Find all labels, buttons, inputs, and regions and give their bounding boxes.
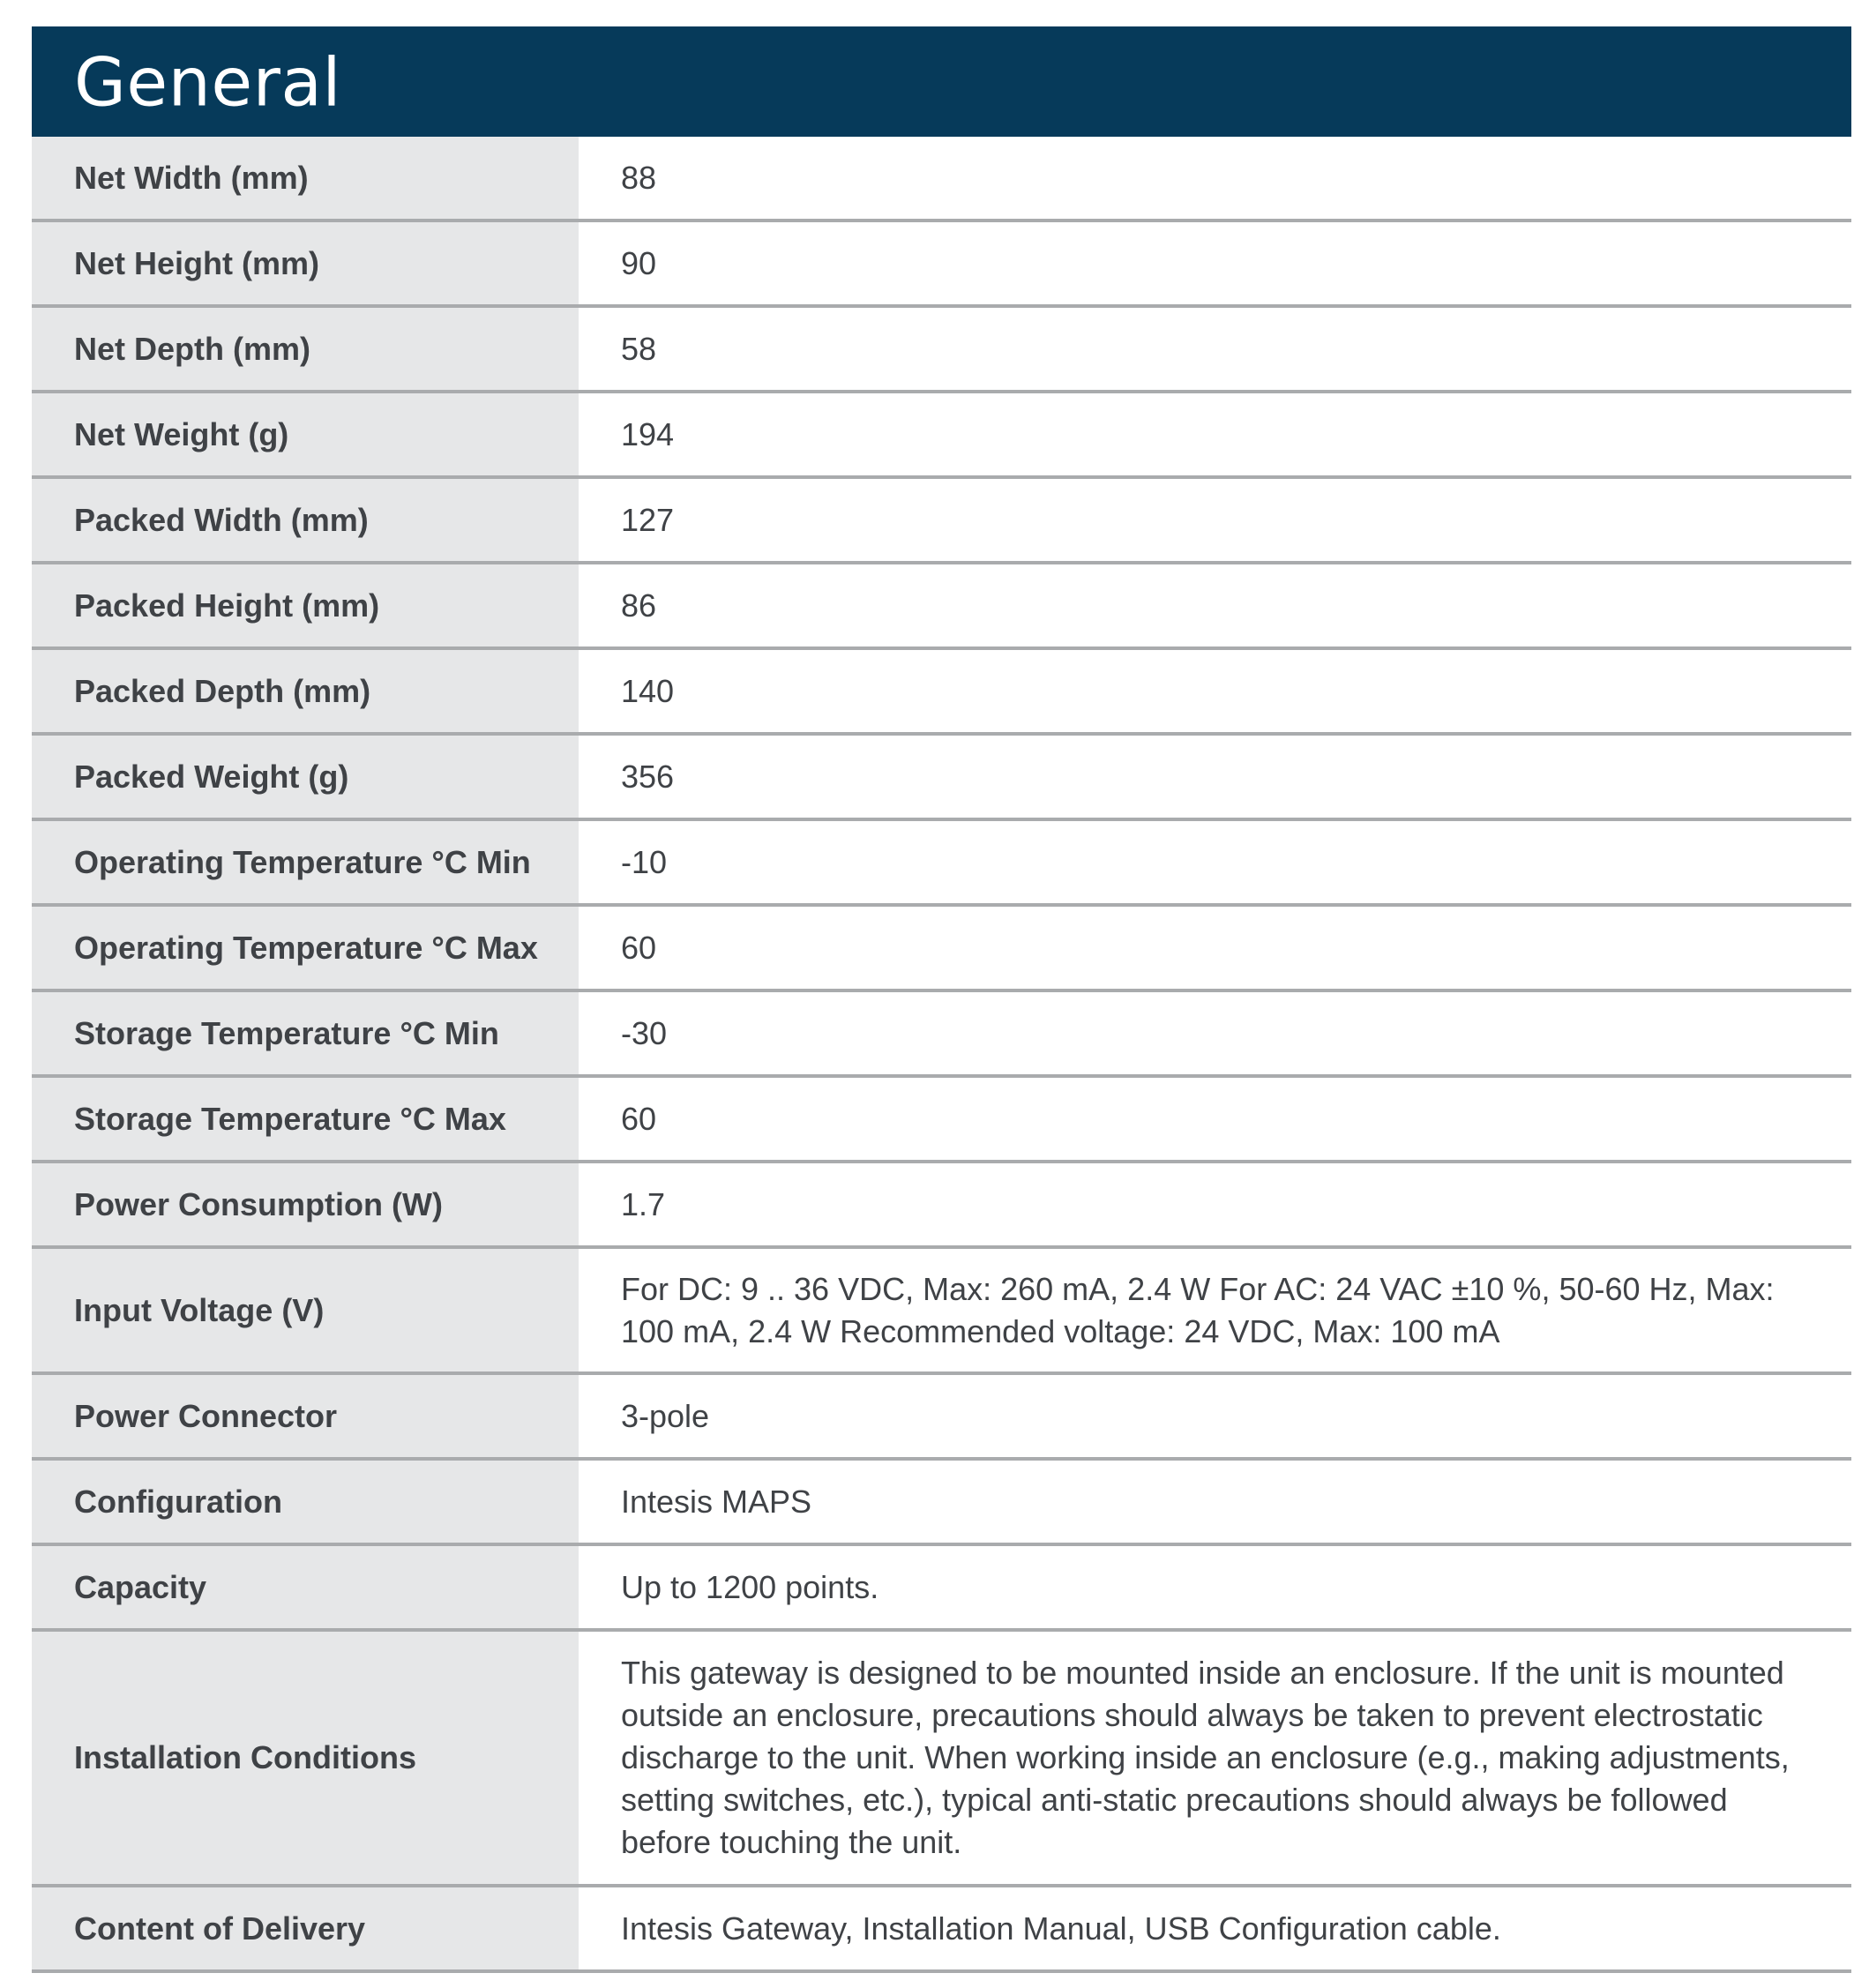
- spec-label: Configuration: [32, 1461, 579, 1543]
- spec-value: 60: [579, 1078, 1851, 1160]
- spec-row-net-height: [32, 222, 1851, 308]
- spec-value: Up to 1200 points.: [579, 1546, 1851, 1628]
- spec-label: Capacity: [32, 1546, 579, 1628]
- spec-label: Storage Temperature °C Max: [32, 1078, 579, 1160]
- spec-value: 86: [579, 564, 1851, 646]
- spec-label: Power Consumption (W): [32, 1163, 579, 1245]
- spec-value: -10: [579, 821, 1851, 903]
- spec-row-storage-temp-min: [32, 992, 1851, 1078]
- spec-label: Net Height (mm): [32, 222, 579, 304]
- spec-row-net-weight: [32, 393, 1851, 479]
- spec-label: Power Connector: [32, 1375, 579, 1457]
- spec-row-packed-height: [32, 564, 1851, 650]
- spec-value: For DC: 9 .. 36 VDC, Max: 260 mA, 2.4 W For AC: 24 VAC ±10 %, 50-60 Hz, Max: 100 mA, 2.4 W Recommended voltage: 24 VDC, Max: 100 mA: [579, 1249, 1851, 1371]
- section-title: General: [74, 42, 342, 121]
- spec-sheet: [32, 26, 1851, 1973]
- spec-value: 3-pole: [579, 1375, 1851, 1457]
- spec-row-input-voltage: [32, 1249, 1851, 1375]
- spec-label: Content of Delivery: [32, 1887, 579, 1969]
- spec-row-storage-temp-max: [32, 1078, 1851, 1163]
- spec-value: 90: [579, 222, 1851, 304]
- spec-label: Operating Temperature °C Max: [32, 907, 579, 989]
- spec-label: Operating Temperature °C Min: [32, 821, 579, 903]
- spec-value: Intesis MAPS: [579, 1461, 1851, 1543]
- spec-row-power-connector: [32, 1375, 1851, 1461]
- section-header: [32, 26, 1851, 137]
- spec-row-power-consumption: [32, 1163, 1851, 1249]
- spec-row-capacity: [32, 1546, 1851, 1632]
- spec-label: Storage Temperature °C Min: [32, 992, 579, 1074]
- spec-label: Packed Weight (g): [32, 736, 579, 818]
- spec-value: 60: [579, 907, 1851, 989]
- spec-label: Net Depth (mm): [32, 308, 579, 390]
- spec-row-content-of-delivery: [32, 1887, 1851, 1973]
- spec-row-configuration: [32, 1461, 1851, 1546]
- spec-row-net-depth: [32, 308, 1851, 393]
- spec-label: Installation Conditions: [32, 1632, 579, 1884]
- spec-value: 1.7: [579, 1163, 1851, 1245]
- spec-value: This gateway is designed to be mounted inside an enclosure. If the unit is mounted outside an enclosure, precautions should always be taken to prevent electrostatic discharge to the unit. When working inside an enclosure (e.g., making adjustments, setting switches, etc.), typical anti-static precautions should always be followed before touching the unit.: [579, 1632, 1851, 1884]
- spec-row-net-width: [32, 137, 1851, 222]
- spec-row-packed-weight: [32, 736, 1851, 821]
- spec-label: Packed Depth (mm): [32, 650, 579, 732]
- spec-value: 356: [579, 736, 1851, 818]
- spec-value: -30: [579, 992, 1851, 1074]
- spec-row-installation-conditions: [32, 1632, 1851, 1887]
- spec-value: 88: [579, 137, 1851, 219]
- spec-label: Input Voltage (V): [32, 1249, 579, 1371]
- spec-value: 58: [579, 308, 1851, 390]
- spec-row-operating-temp-max: [32, 907, 1851, 992]
- spec-label: Packed Width (mm): [32, 479, 579, 561]
- spec-row-packed-depth: [32, 650, 1851, 736]
- spec-label: Net Width (mm): [32, 137, 579, 219]
- spec-label: Net Weight (g): [32, 393, 579, 475]
- spec-label: Packed Height (mm): [32, 564, 579, 646]
- spec-value: Intesis Gateway, Installation Manual, USB Configuration cable.: [579, 1887, 1851, 1969]
- spec-value: 127: [579, 479, 1851, 561]
- spec-row-packed-width: [32, 479, 1851, 564]
- spec-value: 194: [579, 393, 1851, 475]
- spec-row-operating-temp-min: [32, 821, 1851, 907]
- spec-value: 140: [579, 650, 1851, 732]
